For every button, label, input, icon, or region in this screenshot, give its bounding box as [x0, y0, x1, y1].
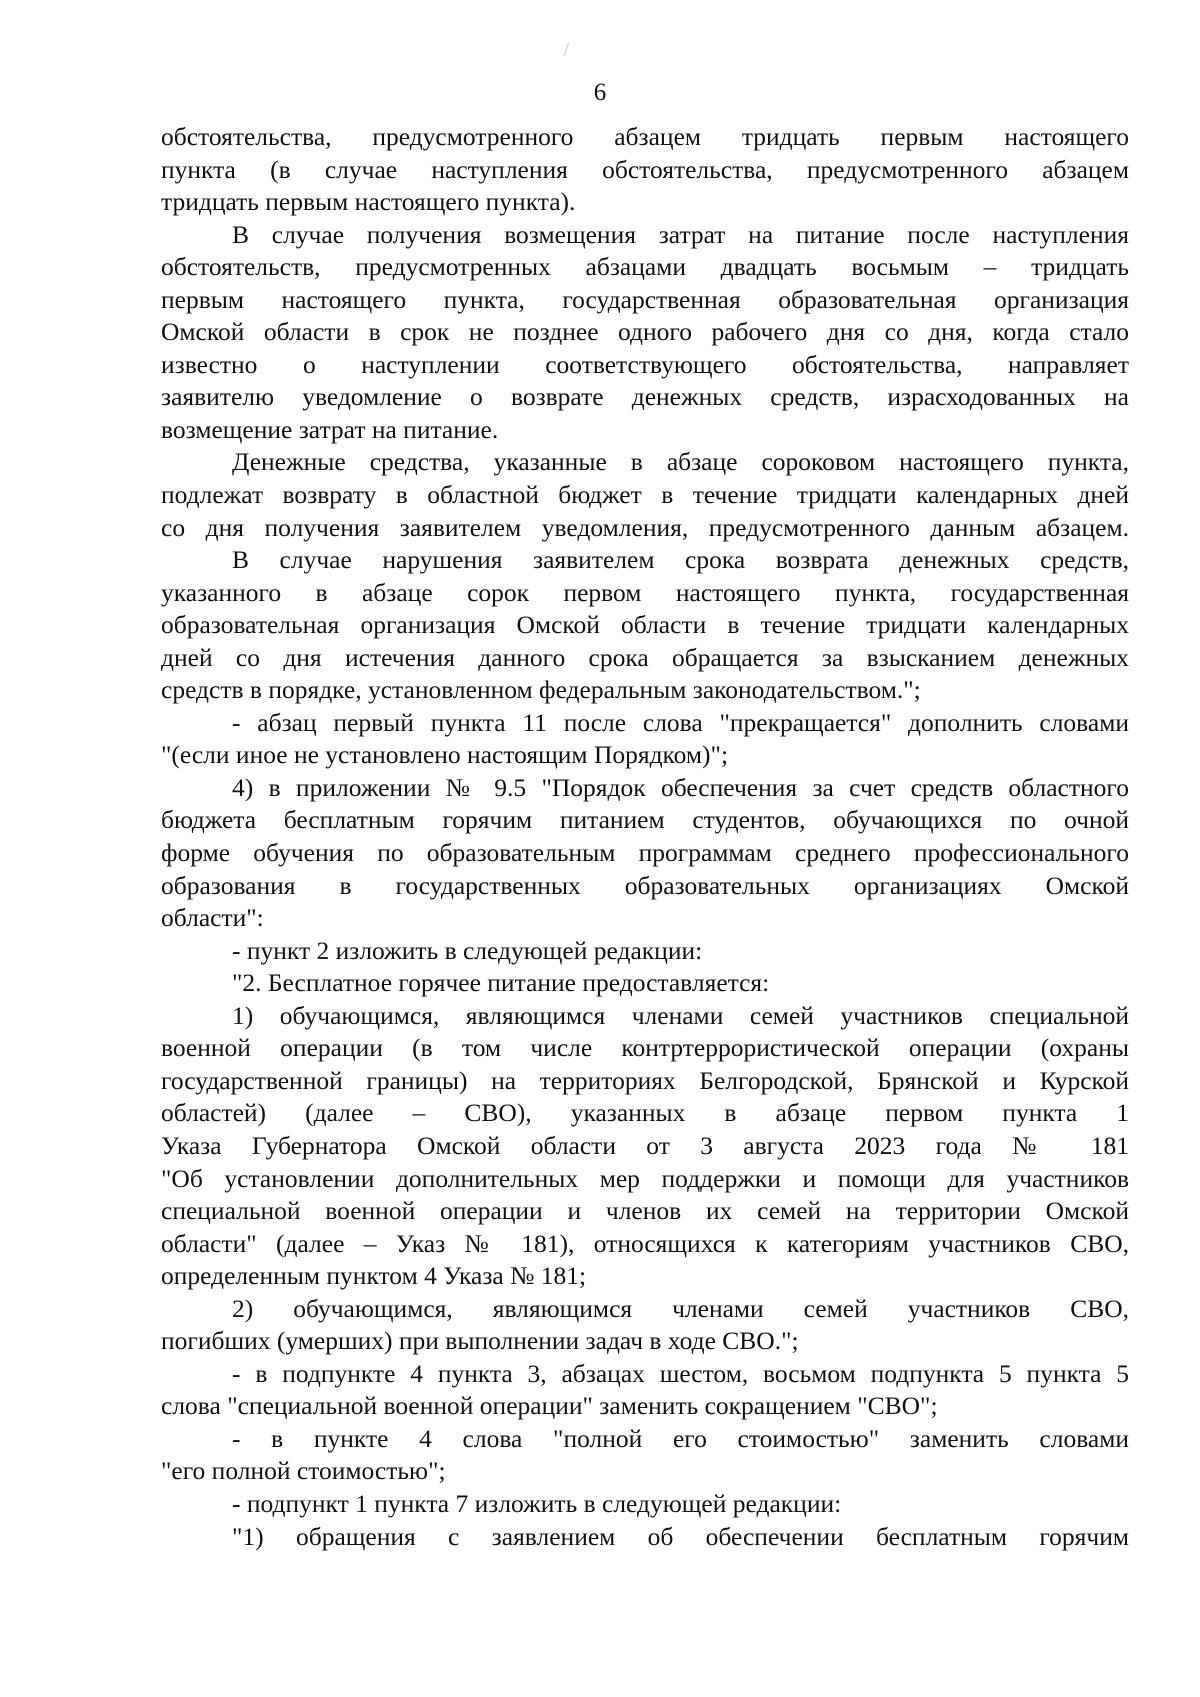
text-line: военной операции (в том числе контртеррористической операции (охраны: [161, 1033, 1129, 1063]
text-line: 2) обучающимся, являющимся членами семей участников СВО,: [232, 1293, 1129, 1323]
text-line: - подпункт 1 пункта 7 изложить в следующей редакции:: [232, 1488, 842, 1518]
text-line: дней со дня истечения данного срока обращается за взысканием денежных: [161, 642, 1129, 672]
text-line: известно о наступлении соответствующего обстоятельства, направляет: [161, 349, 1129, 379]
text-line: государственной границы) на территориях Белгородской, Брянской и Курской: [161, 1065, 1129, 1095]
text-line: образовательная организация Омской области в течение тридцати календарных: [161, 610, 1129, 640]
text-line: "(если иное не установлено настоящим Порядком)";: [161, 740, 729, 770]
text-line: форме обучения по образовательным программам среднего профессионального: [161, 838, 1129, 868]
text-line: "Об установлении дополнительных мер поддержки и помощи для участников: [161, 1163, 1129, 1193]
text-line: определенным пунктом 4 Указа № 181;: [161, 1261, 587, 1291]
text-line: пункта (в случае наступления обстоятельства, предусмотренного абзацем: [161, 154, 1129, 184]
text-line: 4) в приложении № 9.5 "Порядок обеспечения за счет средств областного: [232, 772, 1129, 802]
text-line: области":: [161, 903, 264, 933]
text-line: бюджета бесплатным горячим питанием студентов, обучающихся по очной: [161, 805, 1129, 835]
text-line: указанного в абзаце сорок первом настоящего пункта, государственная: [161, 577, 1129, 607]
document-body-text: [161, 121, 1129, 1553]
text-line: специальной военной операции и членов их семей на территории Омской: [161, 1196, 1129, 1226]
text-line: со дня получения заявителем уведомления, предусмотренного данным абзацем.: [161, 512, 1129, 542]
text-line: Омской области в срок не позднее одного рабочего дня со дня, когда стало: [161, 317, 1129, 347]
text-line: тридцать первым настоящего пункта).: [161, 187, 576, 217]
text-line: области" (далее – Указ № 181), относящихся к категориям участников СВО,: [161, 1228, 1129, 1258]
text-line: погибших (умерших) при выполнении задач в ходе СВО.";: [161, 1326, 799, 1356]
text-line: возмещение затрат на питание.: [161, 414, 499, 444]
text-line: первым настоящего пункта, государственная образовательная организация: [161, 284, 1129, 314]
scan-artifact-mark: [564, 42, 569, 56]
page-number: 6: [593, 79, 607, 106]
text-line: - пункт 2 изложить в следующей редакции:: [232, 935, 703, 965]
text-line: - в подпункте 4 пункта 3, абзацах шестом, восьмом подпункта 5 пункта 5: [232, 1358, 1129, 1388]
text-line: "его полной стоимостью";: [161, 1456, 446, 1486]
text-line: средств в порядке, установленном федеральным законодательством.";: [161, 675, 921, 705]
text-line: образования в государственных образовательных организациях Омской: [161, 870, 1129, 900]
text-line: "1) обращения с заявлением об обеспечении бесплатным горячим: [232, 1521, 1129, 1551]
text-line: обстоятельства, предусмотренного абзацем тридцать первым настоящего: [161, 122, 1129, 151]
text-line: слова "специальной военной операции" заменить сокращением "СВО";: [161, 1391, 938, 1421]
text-line: - абзац первый пункта 11 после слова "прекращается" дополнить словами: [232, 707, 1129, 737]
text-line: подлежат возврату в областной бюджет в течение тридцати календарных дней: [161, 480, 1129, 510]
text-line: обстоятельств, предусмотренных абзацами двадцать восьмым – тридцать: [161, 252, 1129, 282]
text-line: заявителю уведомление о возврате денежных средств, израсходованных на: [161, 382, 1129, 412]
text-line: Денежные средства, указанные в абзаце сороковом настоящего пункта,: [232, 447, 1129, 477]
text-line: - в пункте 4 слова "полной его стоимостью" заменить словами: [232, 1423, 1129, 1453]
text-line: "2. Бесплатное горячее питание предоставляется:: [232, 968, 770, 998]
text-line: 1) обучающимся, являющимся членами семей участников специальной: [232, 1000, 1129, 1030]
text-line: В случае нарушения заявителем срока возврата денежных средств,: [232, 545, 1129, 575]
text-line: областей) (далее – СВО), указанных в абзаце первом пункта 1: [161, 1098, 1129, 1128]
text-line: Указа Губернатора Омской области от 3 августа 2023 года № 181: [161, 1130, 1129, 1160]
text-line: В случае получения возмещения затрат на питание после наступления: [232, 219, 1129, 249]
